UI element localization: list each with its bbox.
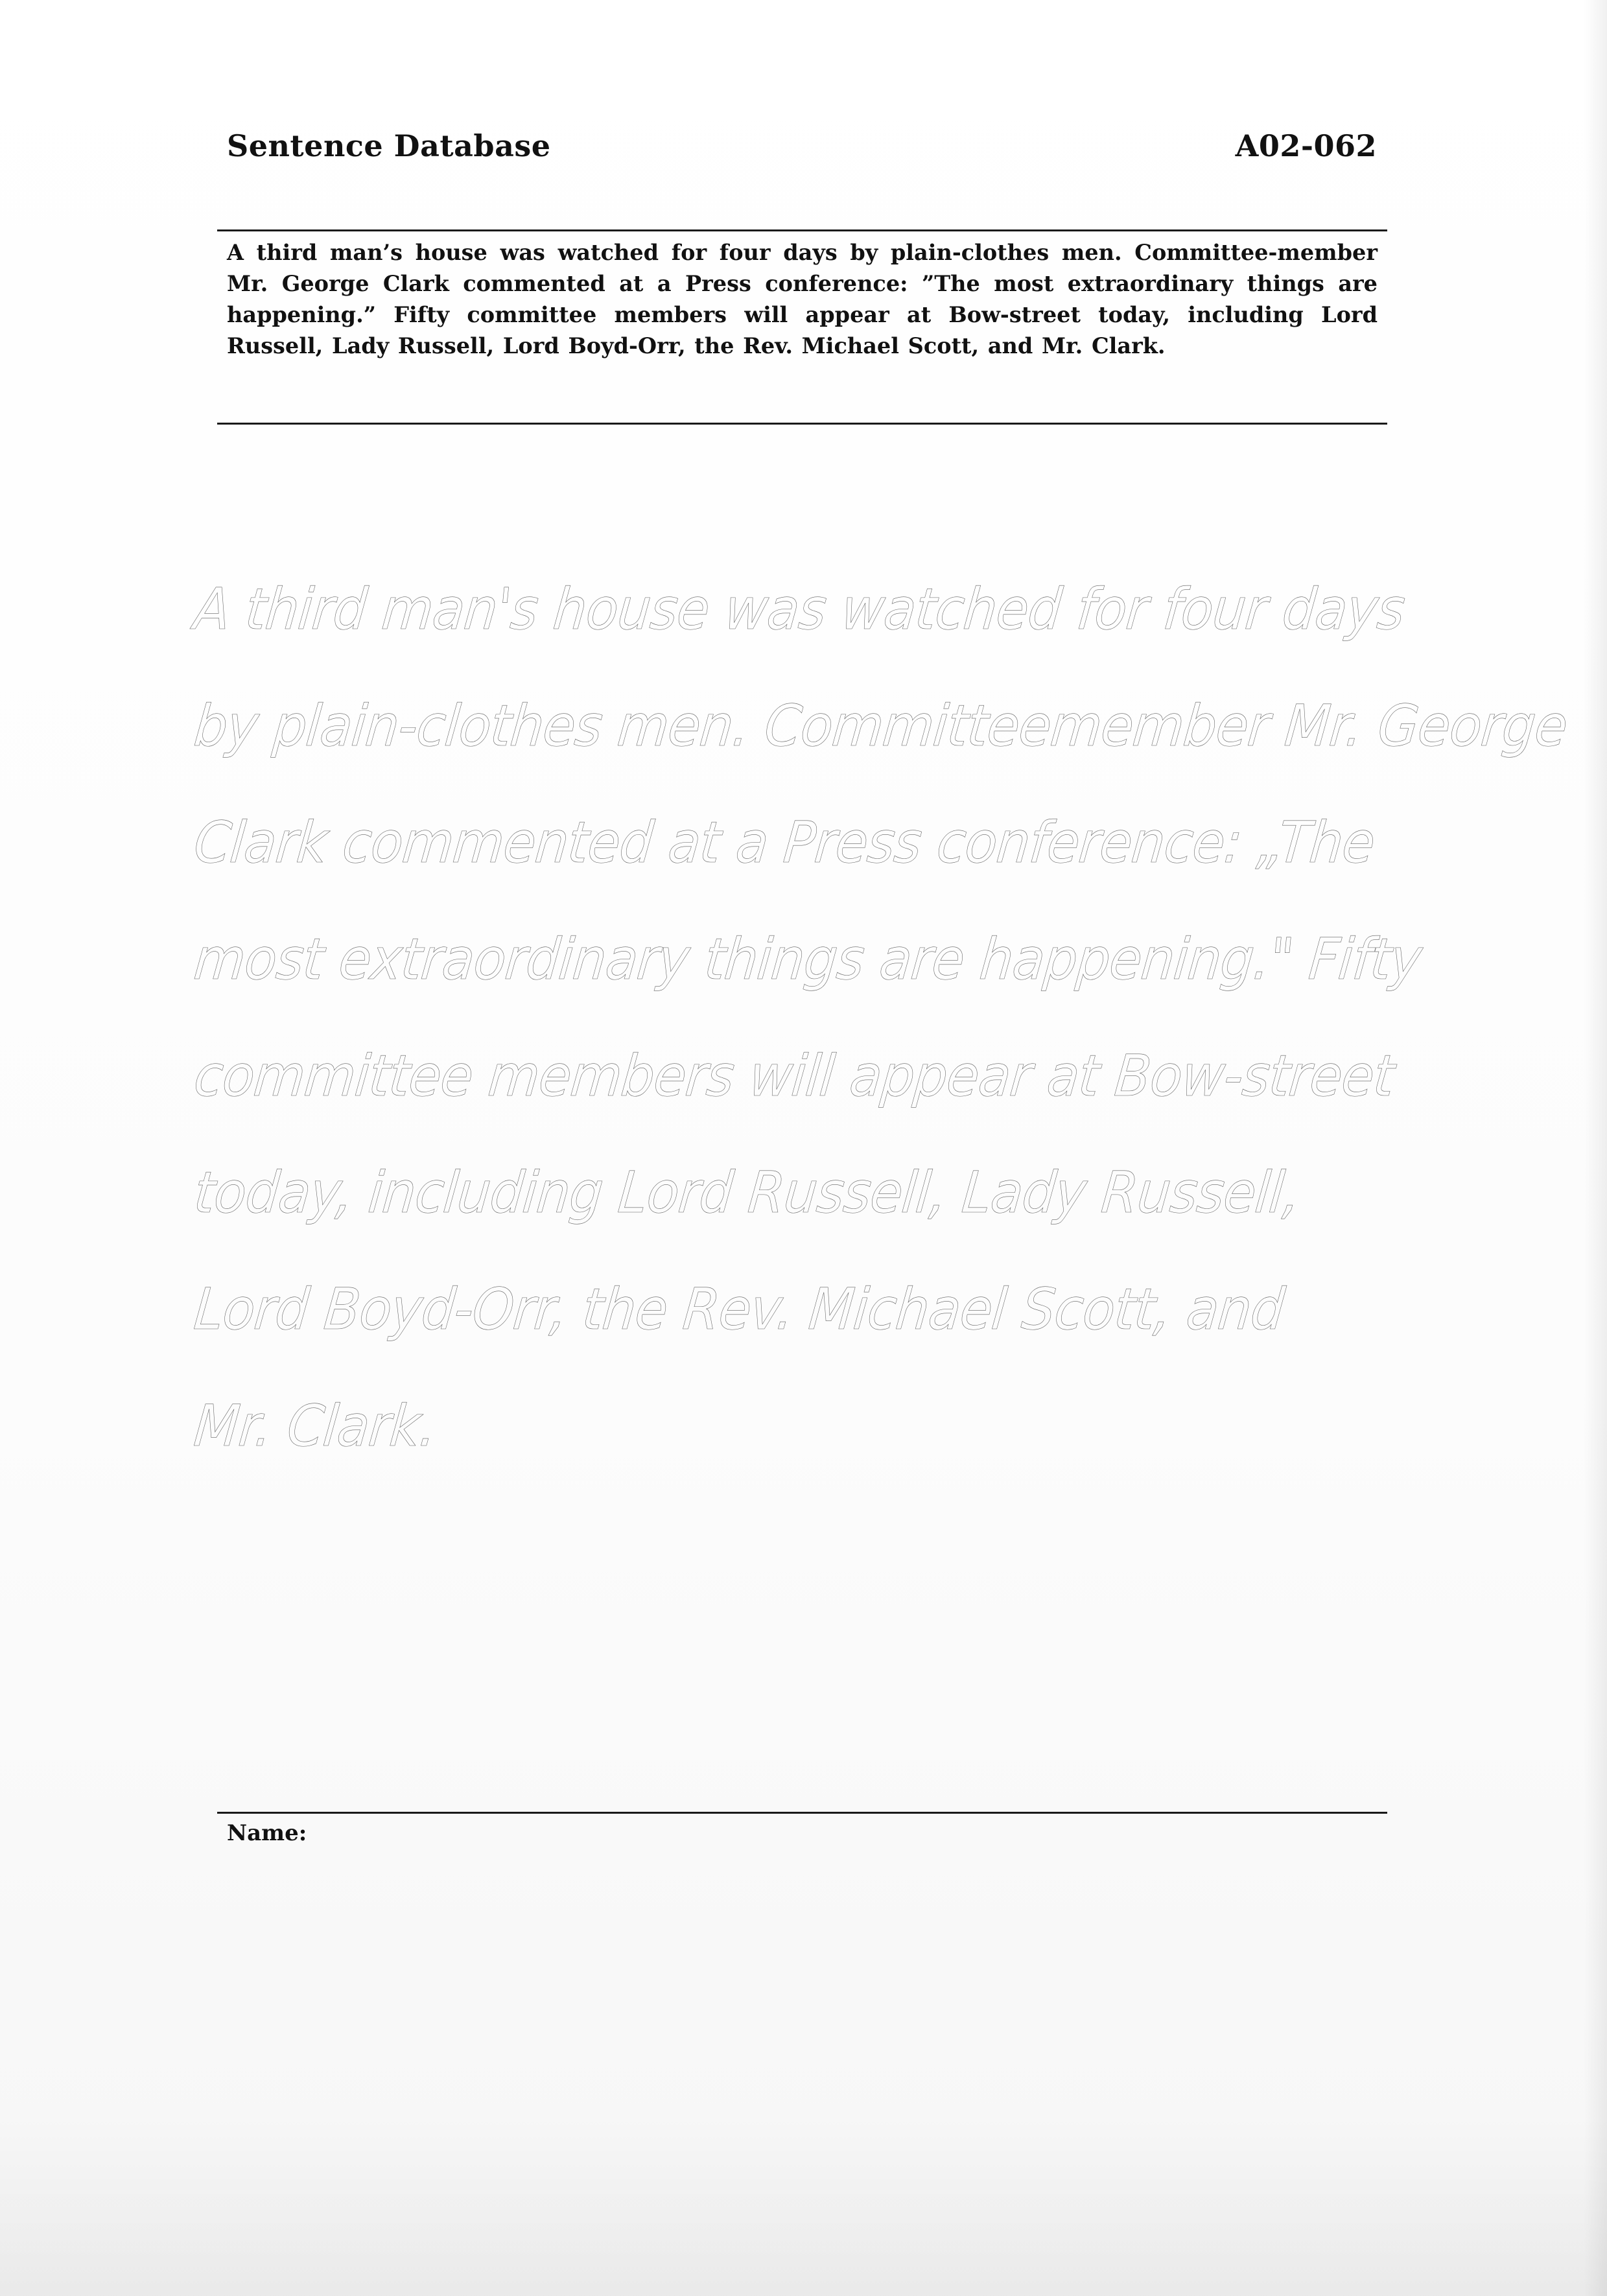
handwritten-line: Mr. Clark. [191, 1392, 440, 1459]
top-divider [217, 229, 1387, 231]
handwritten-line: today, including Lord Russell, Lady Russell, [191, 1159, 1303, 1226]
scan-shadow-right [1584, 0, 1607, 2296]
handwritten-line: Lord Boyd-Orr, the Rev. Michael Scott, and [191, 1276, 1287, 1342]
handwritten-text-area [191, 551, 1571, 1484]
handwritten-line: Clark commented at a Press conference: „The [191, 809, 1378, 876]
handwritten-line: A third man's house was watched for four days [191, 576, 1408, 642]
name-label: Name: [227, 1820, 307, 1846]
handwritten-line: by plain-clothes men. Committeemember Mr. George [191, 692, 1571, 759]
prompt-bottom-divider [217, 423, 1387, 425]
handwritten-line: committee members will appear at Bow-street [191, 1042, 1397, 1109]
page-title: Sentence Database [227, 128, 551, 163]
handwritten-line: most extraordinary things are happening." Fifty [191, 926, 1425, 992]
name-divider [217, 1812, 1387, 1814]
printed-prompt-text: A third man’s house was watched for four days by plain-clothes men. Committee-member Mr. George Clark commented at a Press conference: ”The most extraordinary things are happening.” Fifty committee members will appear at Bow-street today, including Lord Russell, Lady Russell, Lord Boyd-Orr, the Rev. Michael Scott, and Mr. Clark. [227, 240, 1378, 358]
scan-shadow-bottom [0, 2114, 1607, 2296]
form-id: A02-062 [1235, 128, 1377, 163]
